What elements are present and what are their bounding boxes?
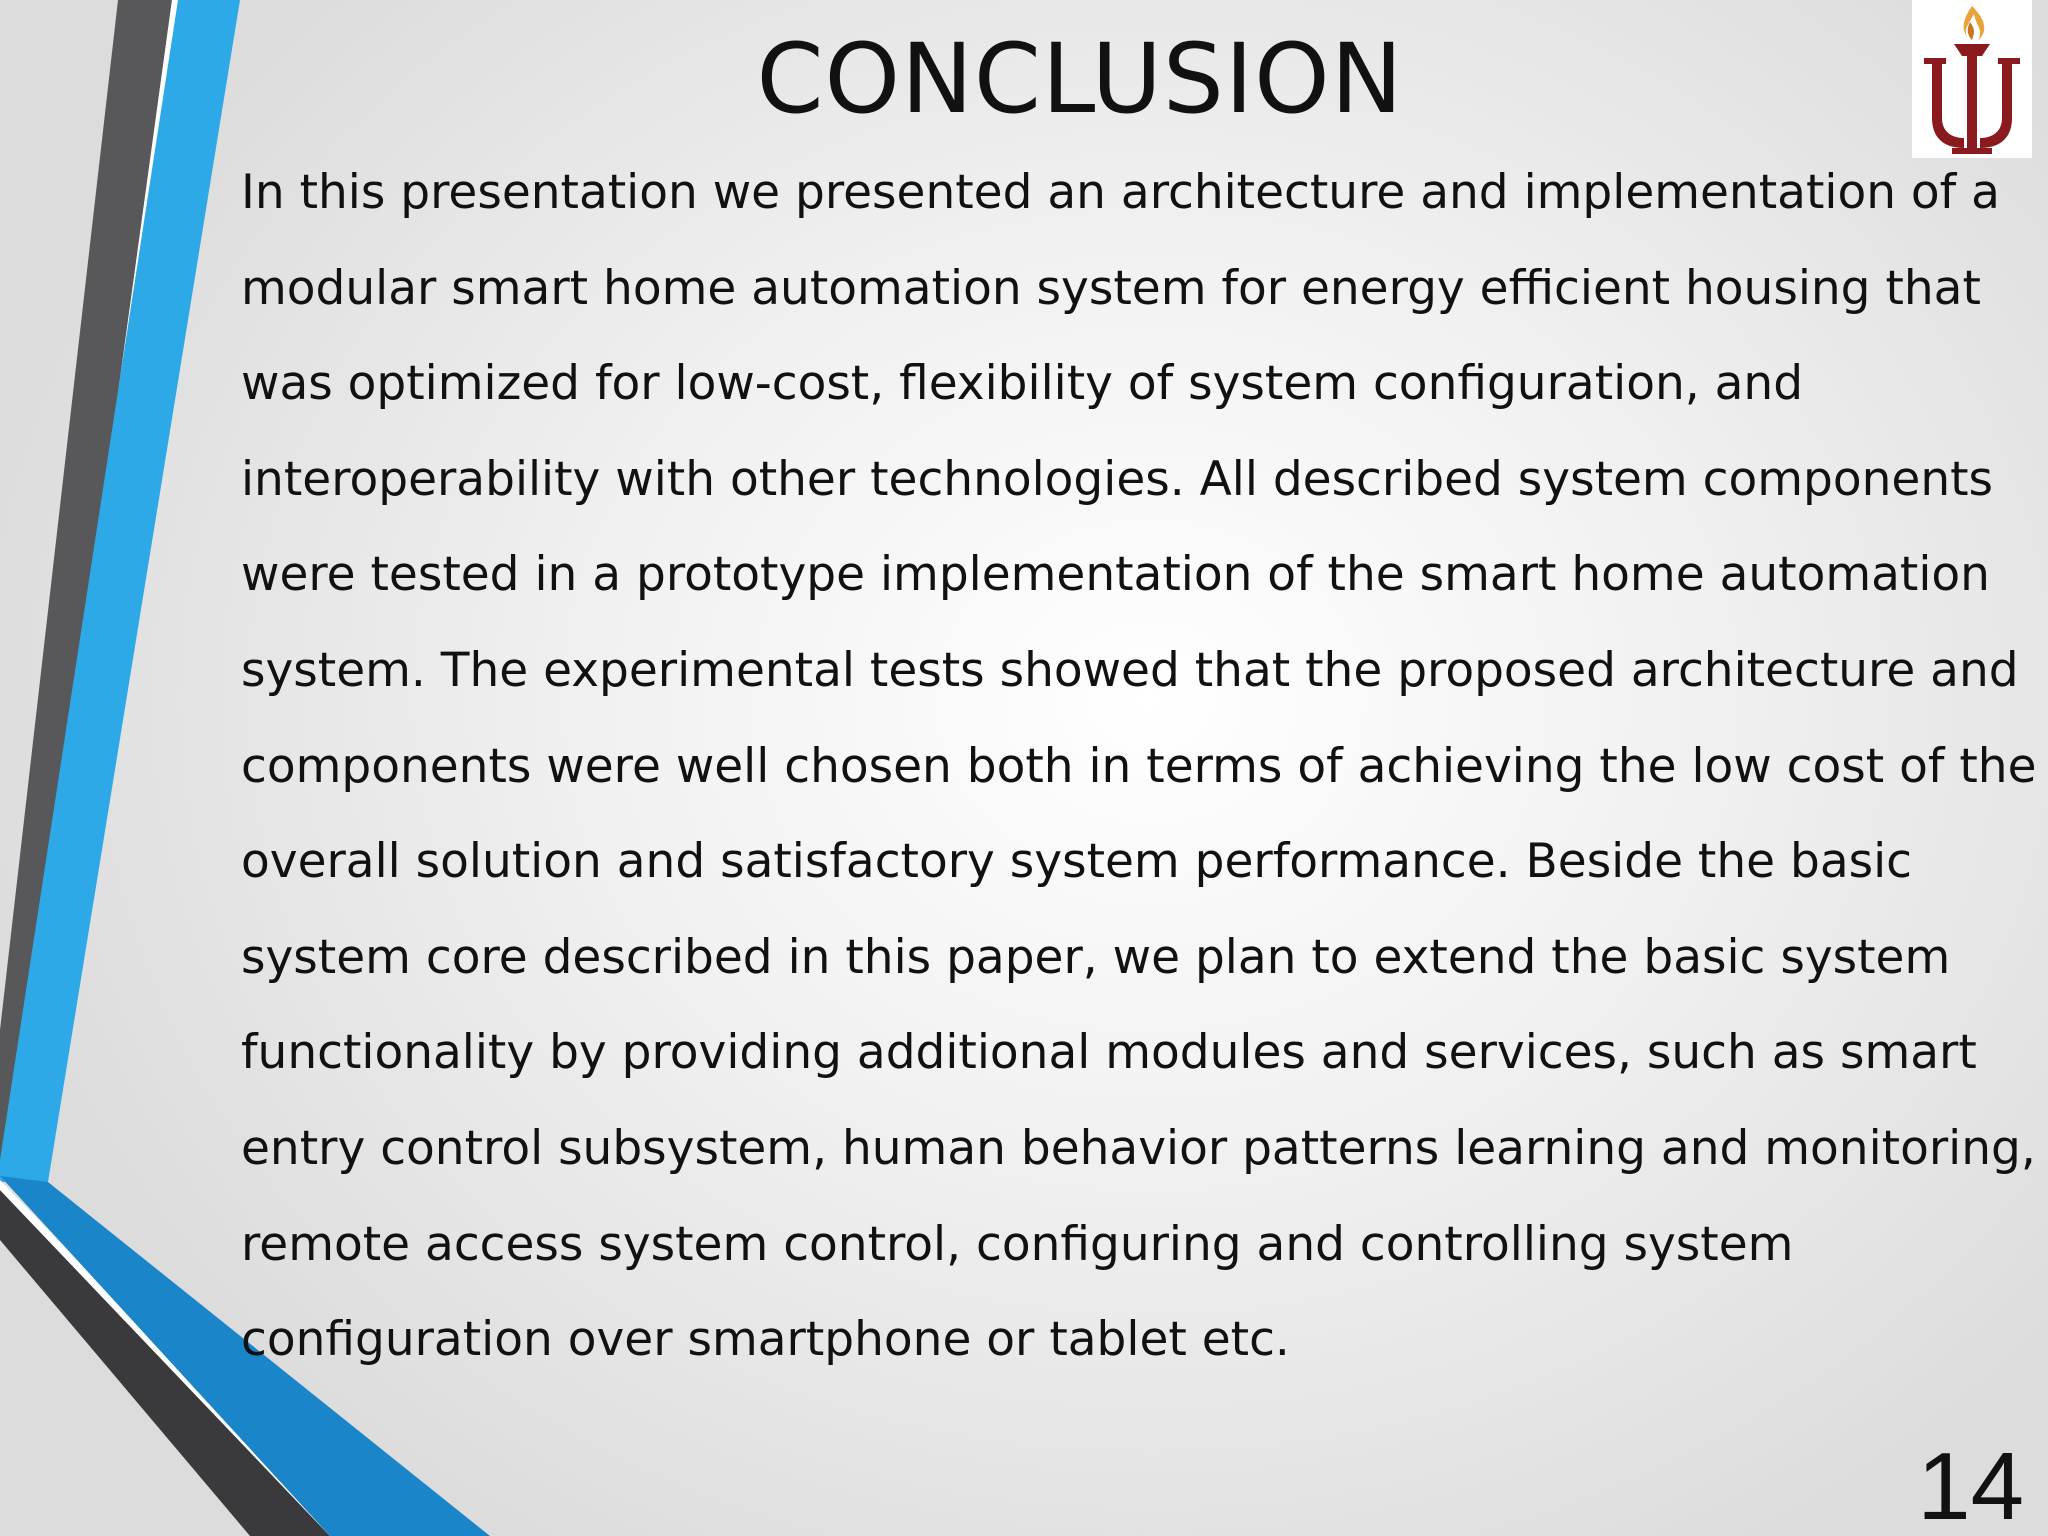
page-number: 14 xyxy=(1917,1433,2024,1536)
body-line: were tested in a prototype implementation of the smart home automation xyxy=(241,547,1990,603)
body-line: In this presentation we presented an architecture and implementation of a xyxy=(241,165,2000,220)
slide-title: CONCLUSION xyxy=(756,23,1404,135)
body-line: modular smart home automation system for energy efficient housing that xyxy=(241,260,1981,316)
body-line: remote access system control, configuring and controlling system xyxy=(241,1216,1794,1272)
body-line: entry control subsystem, human behavior patterns learning and monitoring, xyxy=(241,1120,2036,1176)
body-line: functionality by providing additional modules and services, such as smart xyxy=(241,1025,1977,1081)
body-paragraph xyxy=(241,145,2037,1388)
body-line: was optimized for low-cost, flexibility of system configuration, and xyxy=(241,356,1804,412)
university-logo-icon xyxy=(1912,0,2032,158)
body-line: system core described in this paper, we plan to extend the basic system xyxy=(241,929,1951,985)
body-line: system. The experimental tests showed that the proposed architecture and xyxy=(241,642,2019,698)
body-line: interoperability with other technologies. All described system components xyxy=(241,451,1994,507)
body-line: overall solution and satisfactory system performance. Beside the basic xyxy=(241,834,1913,890)
body-line: components were well chosen both in terms of achieving the low cost of the xyxy=(241,738,2037,794)
body-line: configuration over smartphone or tablet etc. xyxy=(241,1312,1290,1368)
